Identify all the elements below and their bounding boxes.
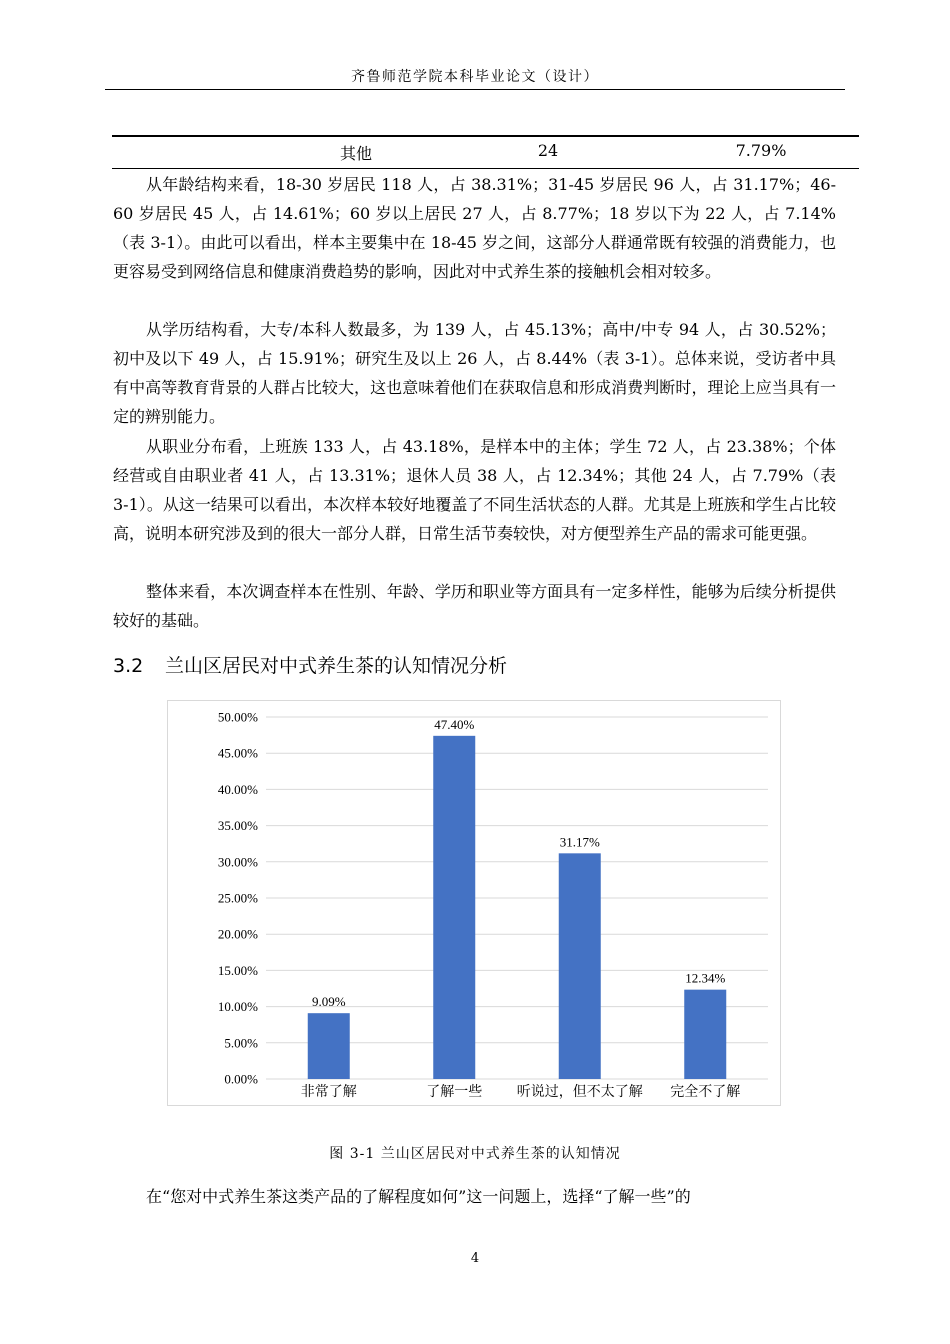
bar [559, 853, 601, 1079]
y-tick-label: 40.00% [217, 781, 258, 797]
bar [308, 1013, 350, 1079]
paragraph-continued: 在“您对中式养生茶这类产品的了解程度如何”这一问题上，选择“了解一些”的 [146, 1187, 691, 1206]
page-number: 4 [470, 1251, 480, 1266]
data-label: 9.09% [311, 994, 346, 1010]
table-top-rule [112, 135, 859, 137]
x-tick-label: 非常了解 [300, 1085, 357, 1100]
header-title: 齐鲁师范学院本科毕业论文（设计） [351, 69, 599, 85]
paragraph-occupation: 从职业分布看，上班族 133 人，占 43.18%，是样本中的主体；学生 72 人，占 23.38%；个体经营或自由职业者 41 人，占 13.31%；退休人员 38 人，占 12.34%；其他 24 人，占 7.79%（表 3-1）。从这一结果可以看出，本次样本较好地覆盖了不同生活状态的人群。尤其是上班族和学生占比较高，说明本研究涉及到的很大一部分人群，日常生活节奏较快，对方便型养生产品的需求可能更强。 [113, 437, 836, 543]
paragraph-education: 从学历结构看，大专/本科人数最多，为 139 人，占 45.13%；高中/中专 94 人，占 30.52%；初中及以下 49 人，占 15.91%；研究生及以上 26 人，占 8.44%（表 3-1）。总体来说，受访者中具有中高等教育背景的人群占比较大，这也意味着他们在获取信息和形成消费判断时，理论上应当具有一定的辨别能力。 [113, 320, 836, 426]
table-cell-percent: 7.79% [735, 141, 787, 160]
bar [684, 990, 726, 1079]
y-tick-label: 5.00% [224, 1035, 258, 1051]
y-tick-label: 10.00% [217, 999, 258, 1015]
data-label: 47.40% [434, 716, 475, 732]
table-bottom-rule [112, 168, 859, 169]
y-tick-label: 0.00% [224, 1071, 258, 1087]
bar [433, 736, 475, 1079]
paragraph-summary: 整体来看，本次调查样本在性别、年龄、学历和职业等方面具有一定多样性，能够为后续分析提供较好的基础。 [113, 582, 836, 630]
table-cell-category: 其他 [339, 144, 372, 163]
y-tick-label: 25.00% [217, 890, 258, 906]
section-title: 兰山区居民对中式养生茶的认知情况分析 [165, 655, 508, 677]
section-heading [113, 651, 507, 678]
header-rule [105, 89, 845, 90]
y-tick-label: 50.00% [217, 709, 258, 725]
section-number: 3.2 [113, 655, 144, 677]
x-tick-label: 听说过，但不太了解 [516, 1085, 643, 1100]
y-tick-label: 45.00% [217, 745, 258, 761]
data-label: 31.17% [559, 834, 600, 850]
y-tick-label: 35.00% [217, 818, 258, 834]
paragraph-age: 从年龄结构来看，18-30 岁居民 118 人，占 38.31%；31-45 岁居民 96 人，占 31.17%；46-60 岁居民 45 人，占 14.61%；60 岁以上居民 27 人，占 8.77%；18 岁以下为 22 人，占 7.14%（表 3-1）。由此可以看出，样本主要集中在 18-45 岁之间，这部分人群通常既有较强的消费能力，也更容易受到网络信息和健康消费趋势的影响，因此对中式养生茶的接触机会相对较多。 [113, 175, 836, 281]
y-tick-label: 20.00% [217, 926, 258, 942]
x-tick-label: 了解一些 [426, 1085, 483, 1100]
awareness-bar-chart [168, 701, 780, 1105]
x-tick-label: 完全不了解 [670, 1085, 741, 1100]
chart-frame [167, 700, 781, 1106]
data-label: 12.34% [685, 970, 726, 986]
y-tick-label: 30.00% [217, 854, 258, 870]
table-cell-count: 24 [537, 141, 559, 160]
figure-caption: 图 3-1 兰山区居民对中式养生茶的认知情况 [329, 1146, 621, 1162]
y-tick-label: 15.00% [217, 962, 258, 978]
